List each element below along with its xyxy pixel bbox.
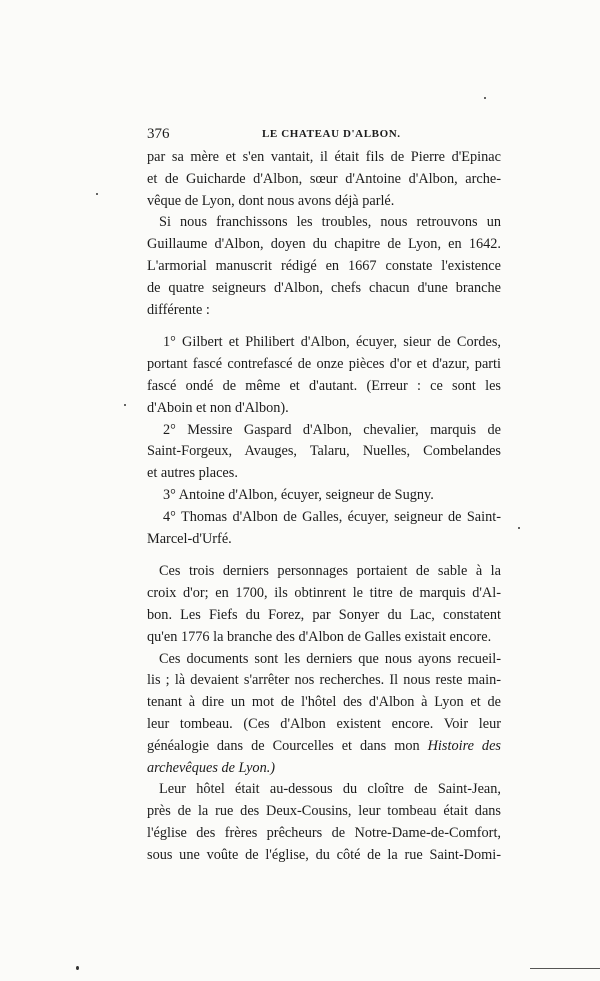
text-line — [147, 736, 501, 758]
text-line: 2° Messire Gaspard d'Albon, chevalier, marquis de — [163, 421, 501, 438]
text-line: Saint-Forgeux, Avauges, Talaru, Nuelles, Combelandes — [147, 443, 501, 460]
text-line: et autres places. — [147, 465, 238, 482]
scan-speck — [484, 97, 486, 99]
text-line: tenant à dire un mot de l'hôtel des d'Albon à Lyon et de — [147, 694, 501, 711]
text-line: bon. Les Fiefs du Forez, par Sonyer du Lac, constatent — [147, 606, 501, 623]
text-line: 3° Antoine d'Albon, écuyer, seigneur de Sugny. — [163, 486, 434, 503]
scan-speck — [124, 404, 126, 406]
page-number: 376 — [147, 126, 170, 142]
text-line: l'église des frères prêcheurs de Notre-Dame-de-Comfort, — [147, 824, 501, 841]
text-line: sous une voûte de l'église, du côté de la rue Saint-Domi- — [147, 846, 501, 863]
text-line: Ces trois derniers personnages portaient de sable à la — [159, 563, 501, 580]
scan-speck — [76, 966, 79, 970]
book-title-italic: archevêques de Lyon.) — [147, 759, 276, 776]
text-line: Si nous franchissons les troubles, nous retrouvons un — [159, 214, 501, 231]
text-line: par sa mère et s'en vantait, il était fils de Pierre d'Epinac — [147, 149, 501, 165]
text-line: près de la rue des Deux-Cousins, leur tombeau était dans — [147, 803, 501, 820]
paragraph-gap — [147, 321, 501, 332]
paragraph-gap — [147, 550, 501, 561]
text-line: Marcel-d'Urfé. — [147, 530, 232, 547]
text-line: et de Guicharde d'Albon, sœur d'Antoine d'Albon, arche- — [147, 170, 501, 187]
text-line: leur tombeau. (Ces d'Albon existent encore. Voir leur — [147, 715, 501, 732]
text-line: d'Aboin et non d'Albon). — [147, 399, 289, 416]
text-line — [147, 758, 501, 780]
text-line: croix d'or; en 1700, ils obtinrent le titre de marquis d'Al- — [147, 585, 501, 602]
page-body — [147, 147, 501, 867]
text-line: Ces documents sont les derniers que nous ayons recueil- — [159, 650, 501, 667]
scan-edge-line — [530, 968, 600, 969]
text-line: vêque de Lyon, dont nous avons déjà parlé. — [147, 192, 395, 209]
text-line: de quatre seigneurs d'Albon, chefs chacun d'une branche — [147, 279, 501, 296]
scan-speck — [518, 527, 520, 529]
text-line: L'armorial manuscrit rédigé en 1667 constate l'existence — [147, 257, 501, 274]
book-title-italic: Histoire des — [427, 737, 501, 754]
text-line: Guillaume d'Albon, doyen du chapitre de Lyon, en 1642. — [147, 236, 501, 253]
text-line: Leur hôtel était au-dessous du cloître de Saint-Jean, — [159, 781, 501, 798]
text-line: qu'en 1776 la branche des d'Albon de Galles existait encore. — [147, 628, 492, 645]
text-line: fascé ondé de même et d'autant. (Erreur : ce sont les — [147, 377, 501, 394]
scan-speck — [96, 193, 98, 195]
text-line: 4° Thomas d'Albon de Galles, écuyer, seigneur de Saint- — [163, 508, 501, 525]
page-header — [147, 126, 501, 146]
text-fragment: généalogie dans de Courcelles et dans mon — [147, 737, 428, 754]
text-line: 1° Gilbert et Philibert d'Albon, écuyer, sieur de Cordes, — [163, 334, 501, 351]
text-line: différente : — [147, 301, 210, 318]
text-line: lis ; là devaient s'arrêter nos recherches. Il nous reste main- — [147, 672, 501, 689]
text-line: portant fascé contrefascé de onze pièces d'or et d'azur, parti — [147, 356, 501, 373]
running-title: LE CHATEAU D'ALBON. — [262, 128, 401, 140]
